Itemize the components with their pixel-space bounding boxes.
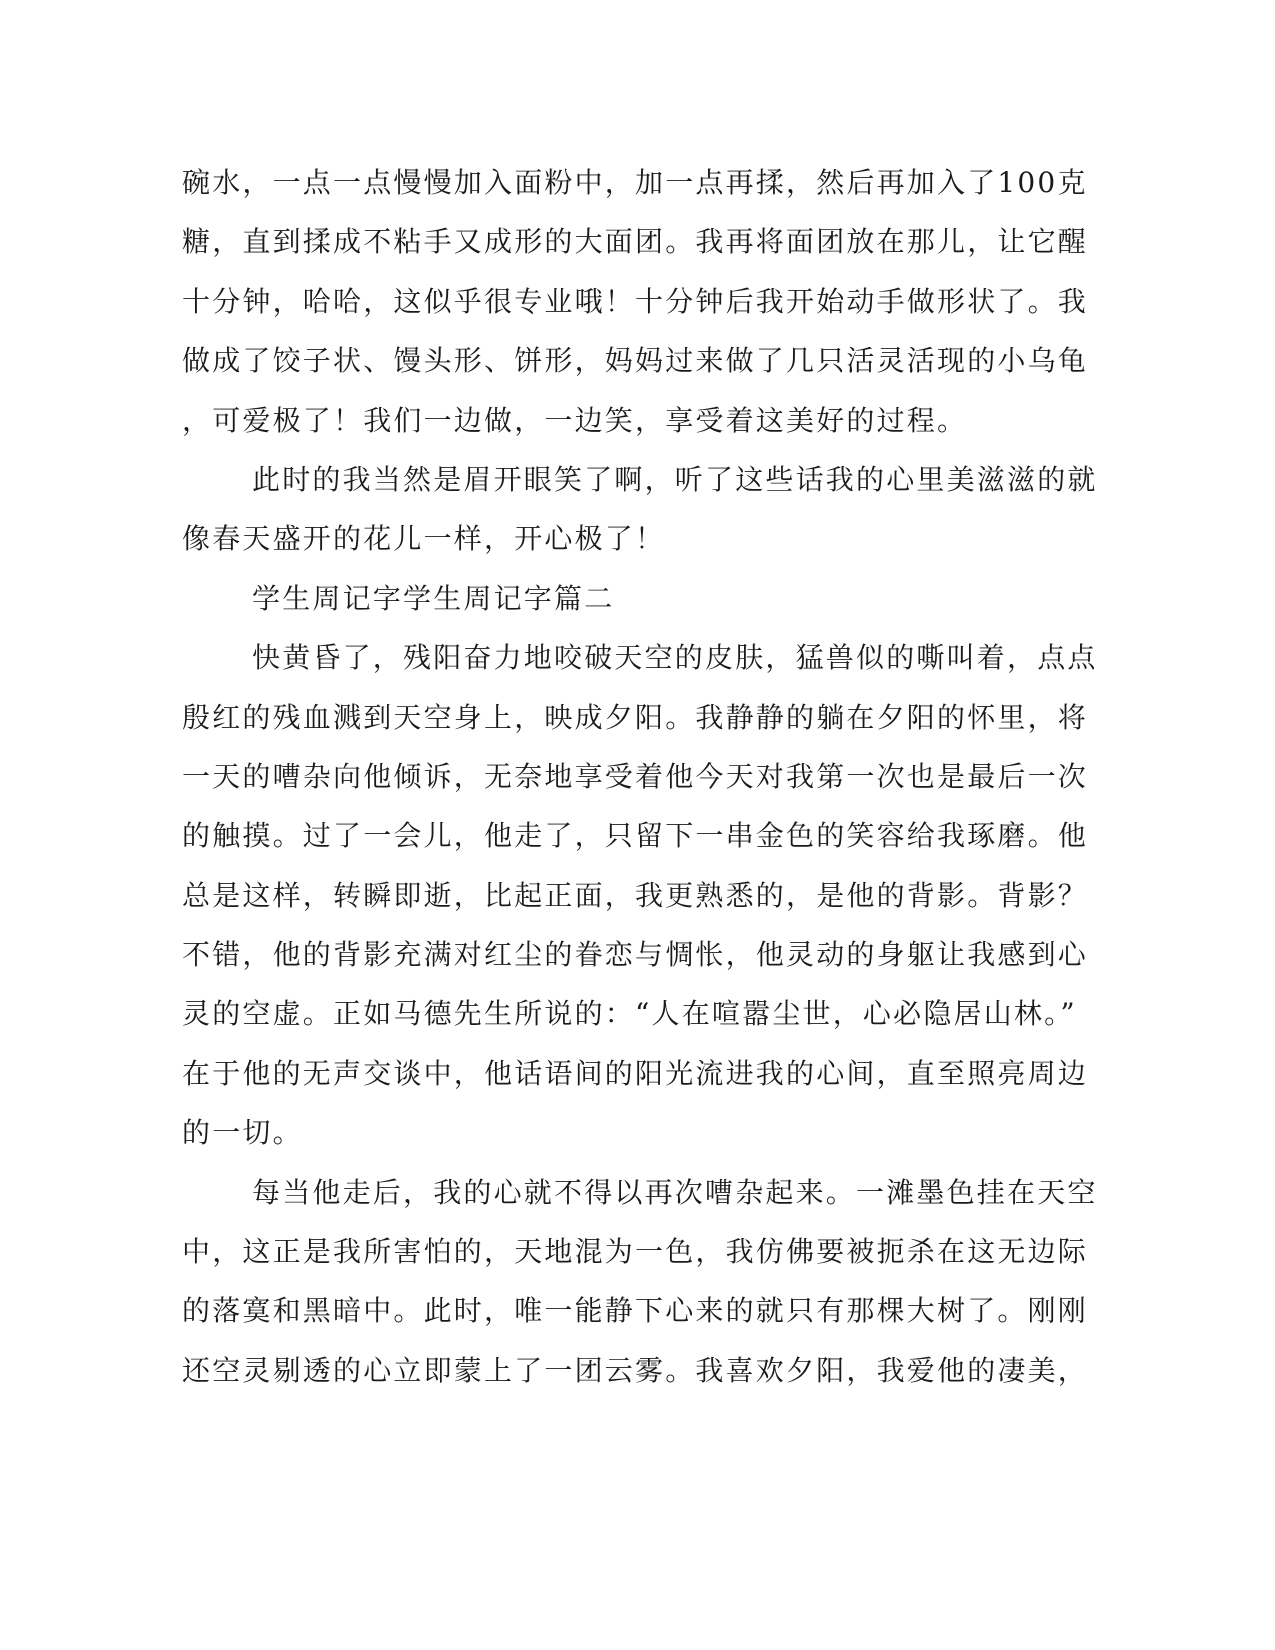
body-text bbox=[182, 160, 1098, 1407]
text-line: 做成了饺子状、馒头形、饼形，妈妈过来做了几只活灵活现的小乌龟 bbox=[182, 344, 1089, 378]
text-line: 在于他的无声交谈中，他话语间的阳光流进我的心间，直至照亮周边 bbox=[182, 1056, 1089, 1090]
text-line: 灵的空虚。正如马德先生所说的：“人在喧嚣尘世，心必隐居山林。” bbox=[182, 997, 1077, 1031]
paragraph-first-line: 每当他走后，我的心就不得以再次嘈杂起来。一滩墨色挂在天空 bbox=[252, 1175, 1098, 1209]
text-line: 像春天盛开的花儿一样，开心极了！ bbox=[182, 522, 666, 556]
text-line: 殷红的残血溅到天空身上，映成夕阳。我静静的躺在夕阳的怀里，将 bbox=[182, 700, 1089, 734]
text-line: 还空灵剔透的心立即蒙上了一团云雾。我喜欢夕阳，我爱他的凄美， bbox=[182, 1353, 1089, 1387]
text-line: 糖，直到揉成不粘手又成形的大面团。我再将面团放在那儿，让它醒 bbox=[182, 225, 1089, 259]
text-line: 中，这正是我所害怕的，天地混为一色，我仿佛要被扼杀在这无边际 bbox=[182, 1235, 1089, 1269]
text-line: 一天的嘈杂向他倾诉，无奈地享受着他今天对我第一次也是最后一次 bbox=[182, 759, 1089, 793]
paragraph-first-line: 此时的我当然是眉开眼笑了啊，听了这些话我的心里美滋滋的就 bbox=[252, 462, 1098, 496]
text-line: 不错，他的背影充满对红尘的眷恋与惆怅，他灵动的身躯让我感到心 bbox=[182, 938, 1089, 972]
text-line: 碗水，一点一点慢慢加入面粉中，加一点再揉，然后再加入了100克 bbox=[182, 166, 1088, 199]
text-line: 的落寞和黑暗中。此时，唯一能静下心来的就只有那棵大树了。刚刚 bbox=[182, 1294, 1089, 1328]
section-heading: 学生周记字学生周记字篇二 bbox=[252, 581, 615, 615]
text-line: 十分钟，哈哈，这似乎很专业哦！十分钟后我开始动手做形状了。我 bbox=[182, 284, 1089, 318]
text-line: 的触摸。过了一会儿，他走了，只留下一串金色的笑容给我琢磨。他 bbox=[182, 819, 1089, 853]
text-line: ，可爱极了！我们一边做，一边笑，享受着这美好的过程。 bbox=[182, 403, 968, 437]
paragraph-first-line: 快黄昏了，残阳奋力地咬破天空的皮肤，猛兽似的嘶叫着，点点 bbox=[252, 641, 1098, 675]
text-line: 总是这样，转瞬即逝，比起正面，我更熟悉的，是他的背影。背影？ bbox=[182, 878, 1089, 912]
text-line: 的一切。 bbox=[182, 1116, 303, 1150]
